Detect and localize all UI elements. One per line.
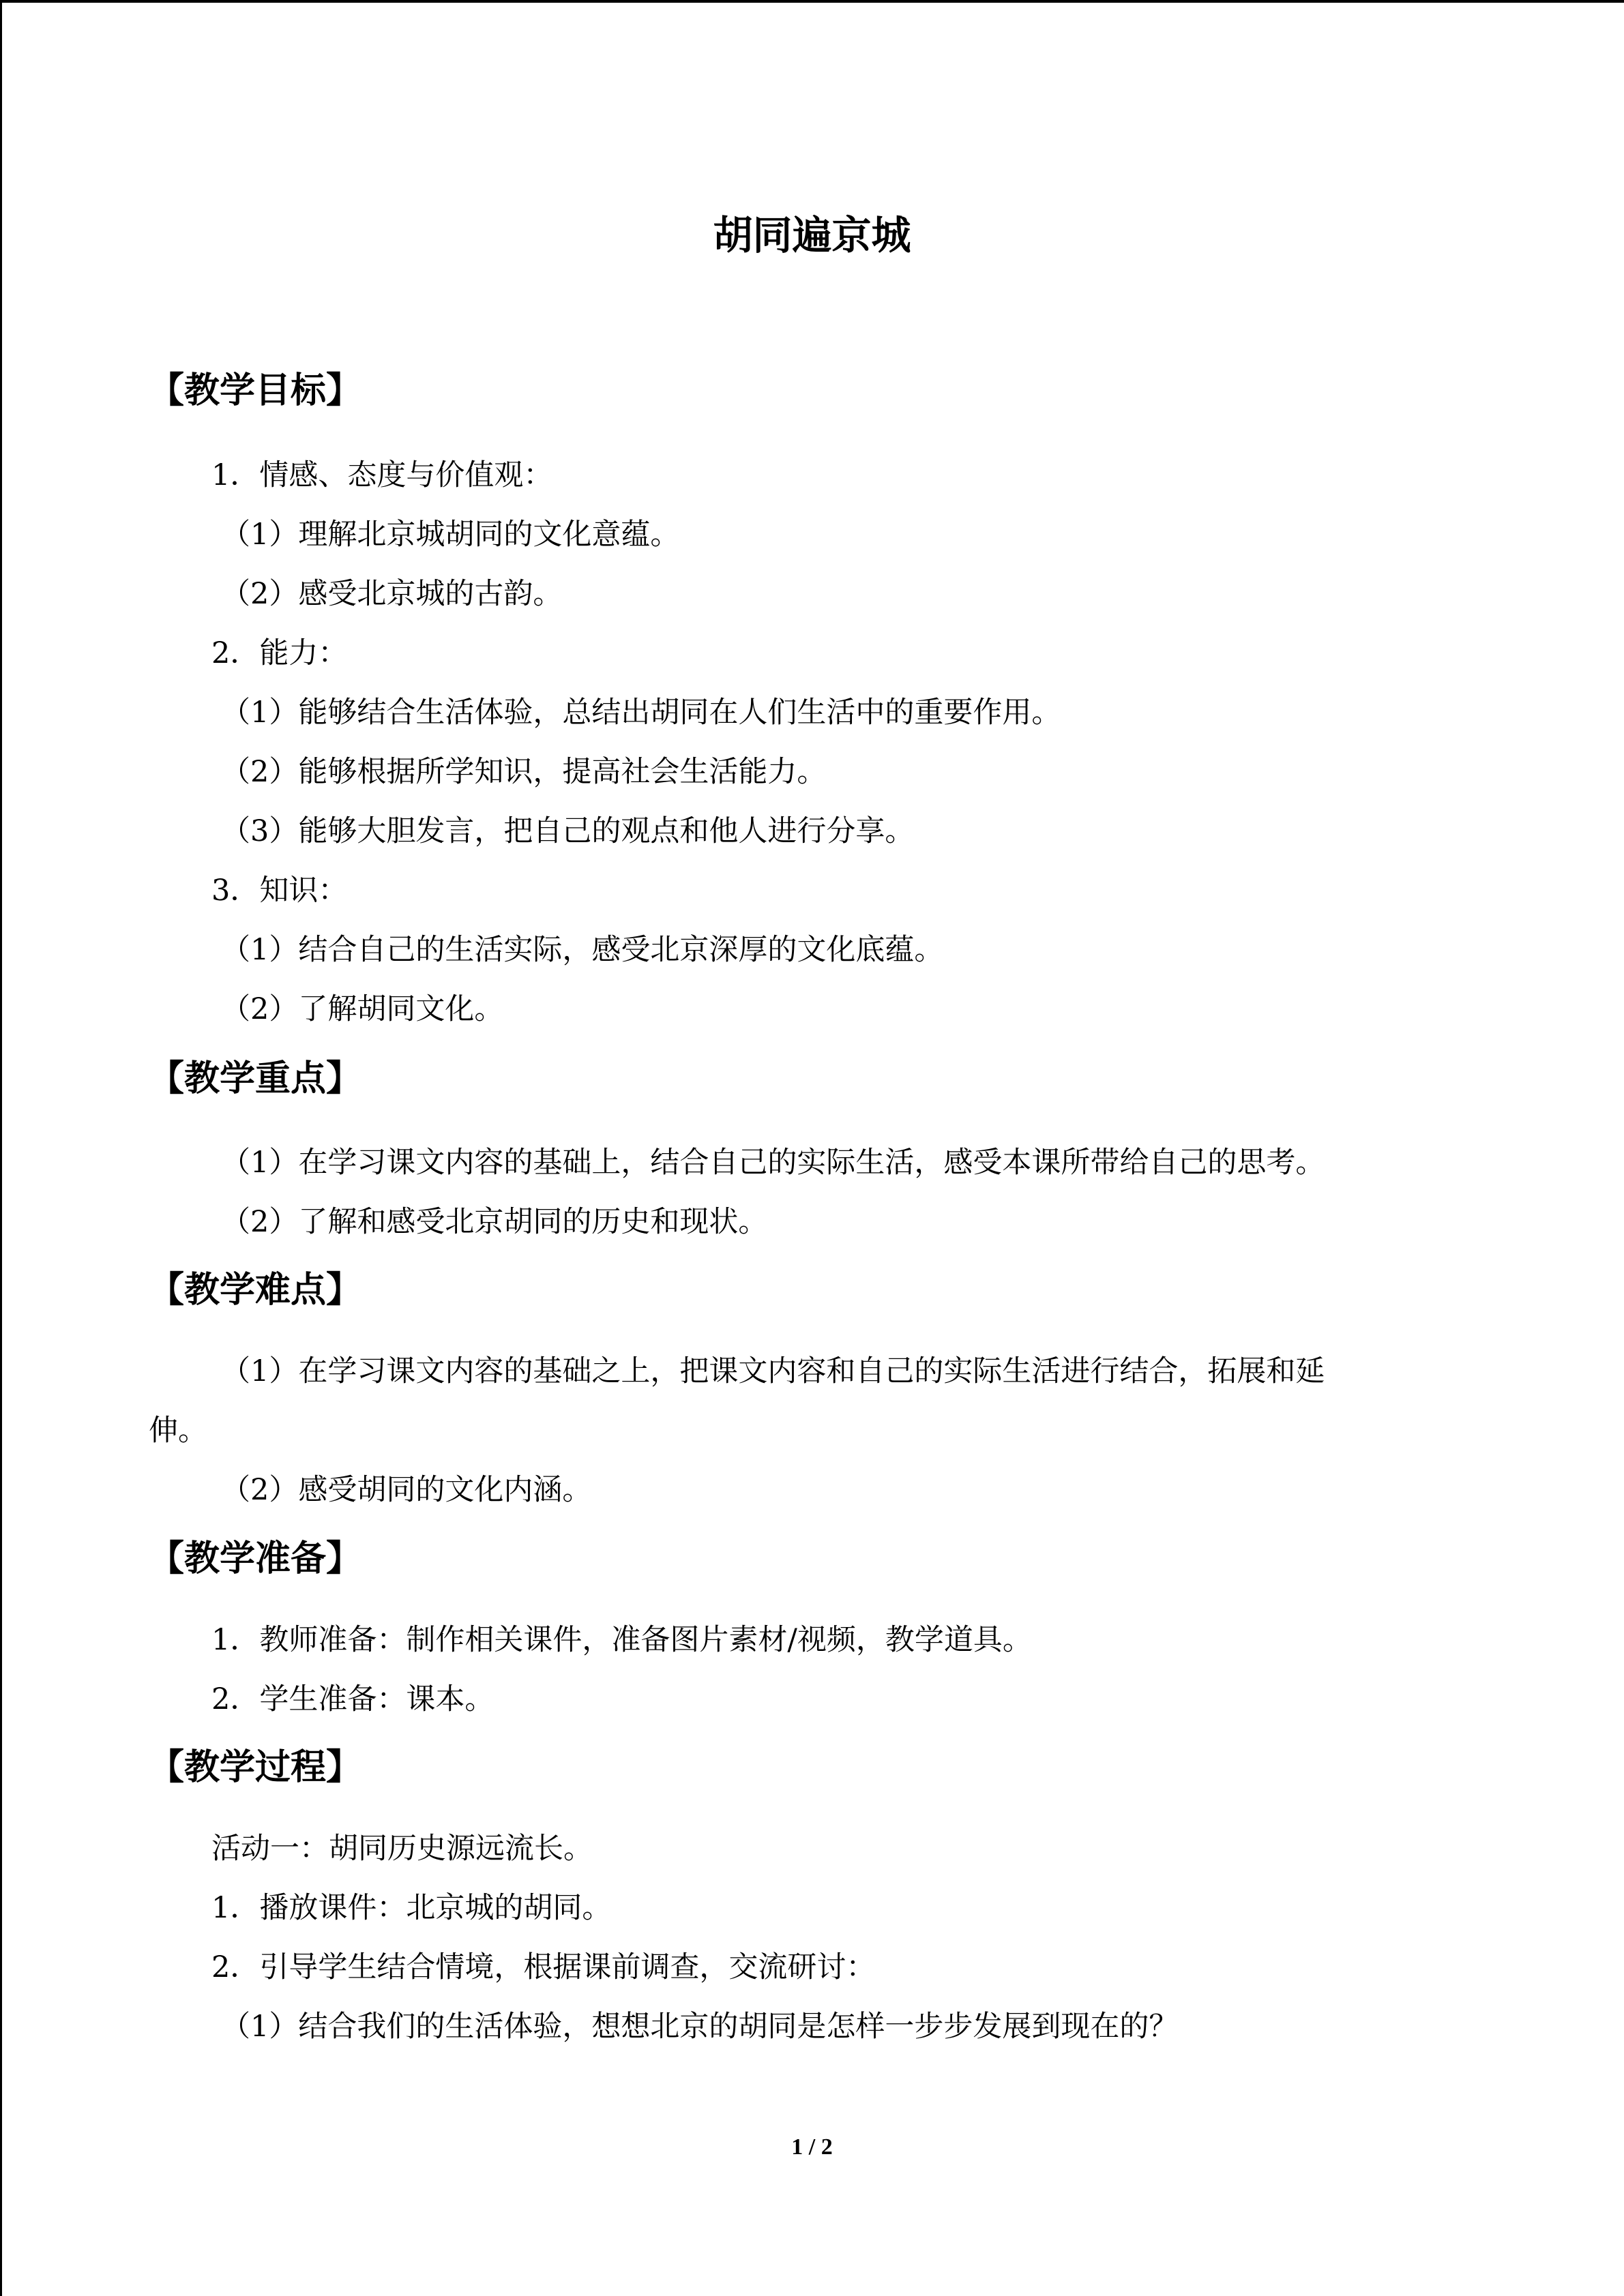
objectives-line: 1．情感、态度与价值观： [211,458,553,492]
difficulties-line: （1）在学习课文内容的基础之上，把课文内容和自己的实际生活进行结合，拓展和延 [221,1354,1325,1388]
objectives-line: （1）理解北京城胡同的文化意蕴。 [221,518,680,552]
process-line: 活动一：胡同历史源远流长。 [211,1832,593,1866]
objectives-line: （3）能够大胆发言，把自己的观点和他人进行分享。 [221,814,915,848]
process-line: 2．引导学生结合情境，根据课前调查，交流研讨： [211,1950,876,1984]
key-points-line: （2）了解和感受北京胡同的历史和现状。 [221,1205,768,1239]
objectives-line: （2）能够根据所学知识，提高社会生活能力。 [221,755,827,789]
difficulties-line: 伸。 [149,1414,207,1448]
section-heading-process: 【教学过程】 [149,1747,362,1788]
section-heading-objectives: 【教学目标】 [149,370,362,411]
process-line: （1）结合我们的生活体验，想想北京的胡同是怎样一步步发展到现在的？ [221,2010,1179,2044]
objectives-line: （2）感受北京城的古韵。 [221,577,563,611]
preparation-line: 1．教师准备：制作相关课件，准备图片素材/视频，教学道具。 [211,1623,1032,1657]
page-number: 1 / 2 [791,2134,833,2160]
objectives-line: （1）结合自己的生活实际，感受北京深厚的文化底蕴。 [221,933,944,967]
objectives-line: 3．知识： [211,874,348,908]
key-points-line: （1）在学习课文内容的基础上，结合自己的实际生活，感受本课所带给自己的思考。 [221,1146,1325,1180]
page-border-top [0,0,1624,3]
section-heading-difficulties: 【教学难点】 [149,1270,362,1311]
process-line: 1．播放课件：北京城的胡同。 [211,1891,612,1925]
section-heading-preparation: 【教学准备】 [149,1538,362,1579]
document-title: 胡同遍京城 [713,212,911,258]
objectives-line: （2）了解胡同文化。 [221,992,504,1026]
objectives-line: 2．能力： [211,636,348,670]
difficulties-line: （2）感受胡同的文化内涵。 [221,1473,592,1507]
page-border-left [0,0,2,2296]
objectives-line: （1）能够结合生活体验，总结出胡同在人们生活中的重要作用。 [221,696,1061,730]
section-heading-key-points: 【教学重点】 [149,1058,362,1099]
preparation-line: 2．学生准备：课本。 [211,1682,494,1716]
